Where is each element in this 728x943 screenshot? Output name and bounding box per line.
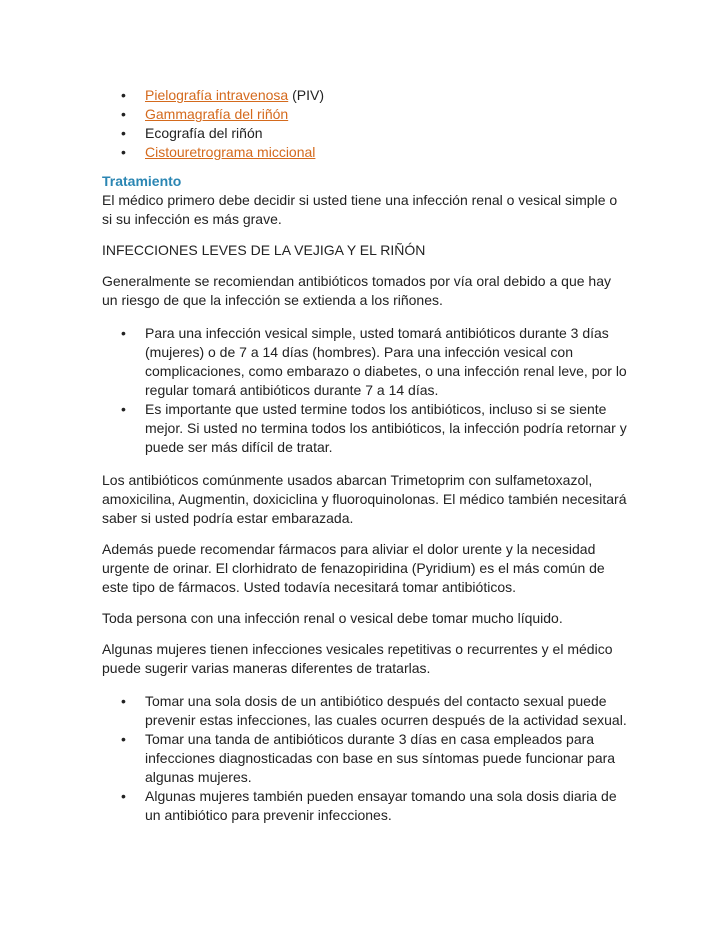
link-gammagrafia[interactable]: Gammagrafía del riñón [145,106,289,122]
paragraph: Además puede recomendar fármacos para aliviar el dolor urente y la necesidad urgente de orinar. El clorhidrato de fenazopiridina (Pyridium) es el más común de este tipo de fármacos. Usted todavía necesitará tomar antibióticos. [102,541,605,595]
paragraph: Algunas mujeres tienen infecciones vesicales repetitivas o recurrentes y el médico puede sugerir varias maneras diferentes de tratarlas. [102,641,613,676]
document-content [102,86,627,825]
paragraph-intro: El médico primero debe decidir si usted tiene una infección renal o vesical simple o si su infección es más grave. [102,192,618,227]
list-item: • Para una infección vesical simple, usted tomará antibióticos durante 3 días (mujeres) o de 7 a 14 días (hombres). Para una infección vesical con complicaciones, como embarazo o diabetes, o una infección renal leve, por lo regular tomará antibióticos durante 7 a 14 días. [102,324,627,400]
link-suffix: (PIV) [288,87,324,103]
paragraph: Los antibióticos comúnmente usados abarcan Trimetoprim con sulfametoxazol, amoxicilina, Augmentin, doxiciclina y fluoroquinolonas. El médico también necesitará saber si usted podría estar embarazada. [102,472,627,526]
test-list [102,86,627,162]
list-item [102,105,627,124]
treatment-list [102,324,627,457]
list-item [102,124,627,143]
subheading: INFECCIONES LEVES DE LA VEJIGA Y EL RIÑÓN [102,242,426,258]
recurrence-list [102,692,627,825]
paragraph: Generalmente se recomiendan antibióticos tomados por vía oral debido a que hay un riesgo de que la infección se extienda a los riñones. [102,273,611,308]
link-pielografia[interactable]: Pielografía intravenosa [145,87,289,103]
list-item-text: Ecografía del riñón [145,125,263,141]
section-heading: Tratamiento [102,173,182,189]
list-item: • Tomar una tanda de antibióticos durante 3 días en casa empleados para infecciones diagnosticadas con base en sus síntomas puede funcionar para algunas mujeres. [102,730,627,787]
link-cistouretrograma[interactable]: Cistouretrograma miccional [145,144,316,160]
list-item: • Es importante que usted termine todos los antibióticos, incluso si se siente mejor. Si usted no termina todos los antibióticos, la infección podría retornar y puede ser más difícil de tratar. [102,400,627,457]
paragraph: Toda persona con una infección renal o vesical debe tomar mucho líquido. [102,610,563,626]
list-item: • Algunas mujeres también pueden ensayar tomando una sola dosis diaria de un antibiótico para prevenir infecciones. [102,787,627,825]
list-item: • Tomar una sola dosis de un antibiótico después del contacto sexual puede prevenir estas infecciones, las cuales ocurren después de la actividad sexual. [102,692,627,730]
list-item [102,86,627,105]
list-item [102,143,627,162]
